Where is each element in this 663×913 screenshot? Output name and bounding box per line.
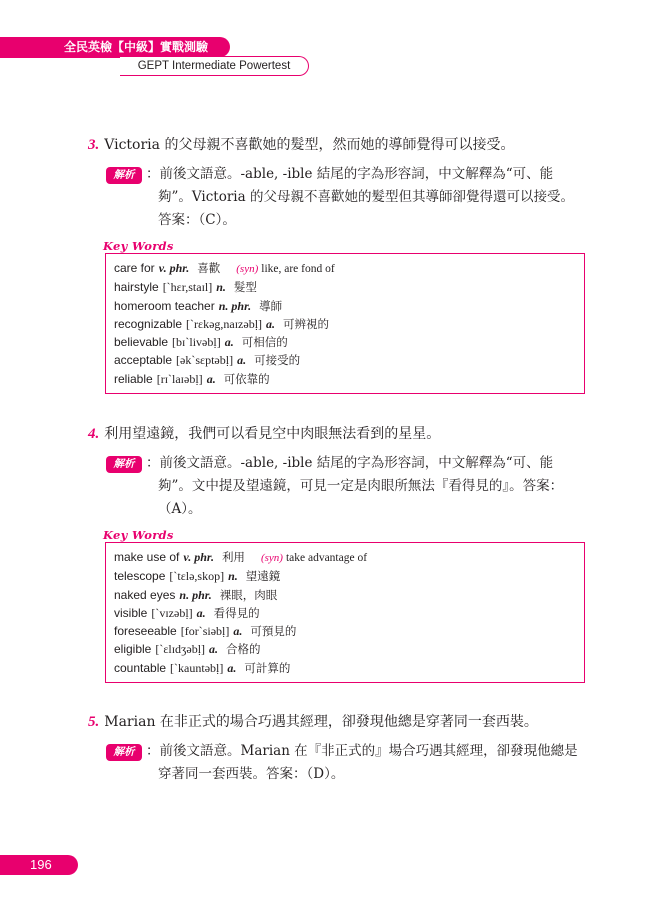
key-words-title: Key Words xyxy=(103,528,174,542)
keyword-part-of-speech: a. xyxy=(237,353,247,368)
keyword-pronunciation: [`ɛlɪdʒəbḷ] xyxy=(155,642,206,657)
keyword-part-of-speech: a. xyxy=(224,335,234,350)
analysis-badge: 解析 xyxy=(106,456,142,473)
question-3 xyxy=(88,135,514,155)
keyword-pronunciation: [`vɪzəbḷ] xyxy=(151,605,193,620)
keyword-row xyxy=(114,640,584,658)
keyword-part-of-speech: a. xyxy=(206,371,216,386)
keyword-part-of-speech: a. xyxy=(266,316,276,331)
keyword-row xyxy=(114,278,584,296)
keyword-translation: 可接受的 xyxy=(254,353,301,368)
key-words-title: Key Words xyxy=(103,239,174,253)
explanation-line: 答案：（C）。 xyxy=(158,212,236,228)
keyword-translation: 利用 xyxy=(221,550,245,564)
keyword-row xyxy=(114,548,584,567)
keyword-translation: 可依靠的 xyxy=(223,371,270,386)
explanation-line: （A）。 xyxy=(158,501,202,517)
keyword-part-of-speech: n. phr. xyxy=(179,587,212,602)
question-number: 3. xyxy=(88,137,100,153)
keyword-translation: 望遠鏡 xyxy=(245,569,281,584)
key-words-box xyxy=(105,253,585,394)
keyword-term: naked eyes xyxy=(114,587,176,602)
keyword-row xyxy=(114,659,584,677)
keyword-pronunciation: [rɪ`laɪəbḷ] xyxy=(156,371,203,386)
explanation-line: 夠”。Victoria 的父母親不喜歡她的髮型但其導師卻覺得還可以接受。 xyxy=(158,189,574,205)
keyword-pronunciation: [ək`sɛptəbḷ] xyxy=(176,353,234,368)
question-text: Victoria 的父母親不喜歡她的髮型，然而她的導師覺得可以接受。 xyxy=(104,137,515,153)
keyword-row xyxy=(114,351,584,369)
explanation-line: ：前後文語意。Marian 在『非正式的』場合巧遇其經理，卻發現他總是 xyxy=(146,743,578,759)
keyword-term: visible xyxy=(114,605,148,620)
keyword-part-of-speech: v. phr. xyxy=(158,261,190,275)
keyword-part-of-speech: a. xyxy=(227,660,237,675)
keyword-term: eligible xyxy=(114,642,152,657)
keyword-row xyxy=(114,315,584,333)
explanation xyxy=(146,740,588,786)
keyword-row xyxy=(114,297,584,315)
explanation-line: ：前後文語意。-able, -ible 結尾的字為形容詞，中文解釋為“可、能 xyxy=(146,455,554,471)
keyword-translation: 合格的 xyxy=(226,642,261,657)
keyword-translation: 看得見的 xyxy=(213,605,260,620)
keyword-row xyxy=(114,567,584,585)
keyword-term: countable xyxy=(114,660,167,675)
keyword-term: make use of xyxy=(114,550,180,564)
keyword-row xyxy=(114,259,584,278)
keyword-term: telescope xyxy=(114,569,166,584)
question-text: Marian 在非正式的場合巧遇其經理，卻發現他總是穿著同一套西裝。 xyxy=(104,714,538,730)
keyword-term: recognizable xyxy=(114,316,183,331)
question-text: 利用望遠鏡，我們可以看見空中肉眼無法看到的星星。 xyxy=(104,426,441,442)
keyword-term: foreseeable xyxy=(114,624,177,639)
page-number: 196 xyxy=(0,855,78,875)
keyword-part-of-speech: a. xyxy=(209,642,219,657)
keyword-part-of-speech: n. phr. xyxy=(218,298,252,313)
keyword-synonym-label: (syn) xyxy=(236,263,259,275)
keyword-translation: 可計算的 xyxy=(244,660,291,675)
keyword-row xyxy=(114,604,584,622)
explanation-line: ：前後文語意。-able, -ible 結尾的字為形容詞，中文解釋為“可、能 xyxy=(146,166,554,182)
keyword-row xyxy=(114,586,584,604)
keyword-synonym: take advantage of xyxy=(285,552,368,564)
keyword-row xyxy=(114,370,584,388)
analysis-badge: 解析 xyxy=(106,744,142,761)
keyword-term: acceptable xyxy=(114,353,173,368)
explanation-line: 穿著同一套西裝。答案：（D）。 xyxy=(158,766,345,782)
keyword-translation: 可辨視的 xyxy=(283,316,330,331)
keyword-part-of-speech: a. xyxy=(233,624,243,639)
keyword-part-of-speech: n. xyxy=(228,569,238,584)
book-subtitle: GEPT Intermediate Powertest xyxy=(120,56,309,76)
keyword-synonym-label: (syn) xyxy=(260,552,283,564)
keyword-pronunciation: [`hɛr,staɪl] xyxy=(162,280,213,295)
question-number: 4. xyxy=(88,426,100,442)
keyword-translation: 裸眼，肉眼 xyxy=(219,587,278,602)
keyword-translation: 髮型 xyxy=(233,280,257,295)
keyword-pronunciation: [for`siəbḷ] xyxy=(180,624,230,639)
question-4 xyxy=(88,424,440,444)
keyword-pronunciation: [bɪ`livəbḷ] xyxy=(172,335,221,350)
keyword-term: hairstyle xyxy=(114,280,159,295)
keyword-term: reliable xyxy=(114,371,153,386)
question-5 xyxy=(88,712,538,732)
question-number: 5. xyxy=(88,714,100,730)
keyword-pronunciation: [`rɛkəg,naɪzəbḷ] xyxy=(186,316,263,331)
explanation-line: 夠”。文中提及望遠鏡，可見一定是肉眼所無法『看得見的』。答案： xyxy=(158,478,564,494)
explanation xyxy=(146,163,588,232)
keyword-row xyxy=(114,333,584,351)
keyword-synonym: like, are fond of xyxy=(261,263,335,275)
book-title-banner: 全民英檢【中級】實戰測驗 xyxy=(0,37,230,57)
keyword-part-of-speech: n. xyxy=(216,280,226,295)
keyword-pronunciation: [`tɛlə,skop] xyxy=(169,569,225,584)
key-words-box xyxy=(105,542,585,683)
keyword-row xyxy=(114,622,584,640)
keyword-translation: 喜歡 xyxy=(197,261,221,275)
header-divider xyxy=(0,56,122,58)
analysis-badge: 解析 xyxy=(106,167,142,184)
keyword-translation: 導師 xyxy=(259,298,283,313)
keyword-translation: 可相信的 xyxy=(241,335,288,350)
keyword-term: believable xyxy=(114,335,169,350)
keyword-pronunciation: [`kauntəbḷ] xyxy=(170,660,224,675)
keyword-part-of-speech: a. xyxy=(196,605,206,620)
keyword-translation: 可預見的 xyxy=(250,624,297,639)
keyword-term: care for xyxy=(114,261,155,275)
explanation xyxy=(146,452,588,521)
keyword-part-of-speech: v. phr. xyxy=(183,550,214,564)
keyword-term: homeroom teacher xyxy=(114,298,215,313)
